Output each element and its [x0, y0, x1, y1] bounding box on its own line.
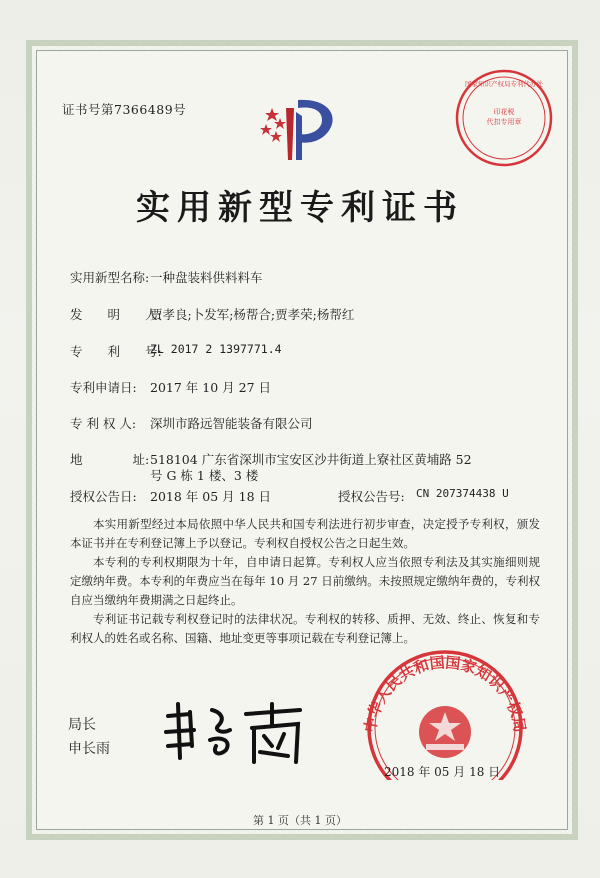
seal-text: 中华人民共和国国家知识产权局: [360, 653, 530, 734]
utility-name-label: 实用新型名称:: [70, 270, 150, 285]
certificate-number: 证书号第7366489号: [62, 102, 187, 117]
grant-date-value: 2018 年 05 月 18 日: [150, 489, 271, 504]
director-name: 申长雨: [68, 741, 110, 757]
address-line2: 号 G 栋 1 楼、3 楼: [150, 468, 259, 483]
svg-text:印花税: 印花税: [493, 108, 515, 116]
patent-number-value: ZL 2017 2 1397771.4: [150, 342, 282, 356]
patentee-label: 专 利 权 人:: [70, 416, 137, 431]
body-paragraph-3: 专利证书记载专利权登记时的法律状况。专利权的转移、质押、无效、终止、恢复和专利权人的姓名或名称、国籍、地址变更等事项记载在专利登记簿上。: [70, 612, 540, 645]
body-paragraph-2: 本专利的专利权期限为十年，自申请日起算。专利权人应当依照专利法及其实施细则规定缴纳年费。本专利的年费应当在每年 10 月 27 日前缴纳。未按照规定缴纳年费的，专利权自应当缴纳年费期满之日起终止。: [70, 555, 540, 607]
filing-date-value: 2017 年 10 月 27 日: [150, 380, 271, 395]
grant-date-label: 授权公告日:: [70, 489, 137, 504]
certificate-title: 实用新型专利证书: [136, 188, 464, 228]
body-paragraph-1: 本实用新型经过本局依照中华人民共和国专利法进行初步审查，决定授予专利权，颁发本证书并在专利登记簿上予以登记。专利权自授权公告之日起生效。: [70, 517, 540, 550]
grant-number-label: 授权公告号:: [338, 489, 405, 504]
tax-stamp-seal: [452, 66, 556, 170]
patent-office-emblem-icon: [258, 88, 348, 170]
utility-name-value: 一种盘装料供料料车: [150, 270, 263, 285]
inventor-label: 发 明 人:: [70, 307, 162, 322]
national-ipo-seal: [356, 640, 534, 780]
filing-date-label: 专利申请日:: [70, 380, 137, 395]
inventor-value: 贾孝良;卜发军;杨帮合;贾孝荣;杨帮红: [150, 307, 355, 322]
patentee-value: 深圳市路远智能装备有限公司: [150, 416, 313, 431]
grant-number-value: CN 207374438 U: [416, 487, 509, 500]
address-line1: 518104 广东省深圳市宝安区沙井街道上寮社区黄埔路 52: [150, 452, 472, 467]
director-signature: [160, 696, 310, 768]
patent-number-label: 专 利 号:: [70, 344, 162, 359]
address-label: 地 址:: [70, 452, 150, 467]
certificate-body: [70, 515, 540, 648]
svg-text:代扣专用章: 代扣专用章: [486, 118, 522, 126]
director-title: 局长: [68, 717, 96, 733]
seal-date: 2018 年 05 月 18 日: [384, 765, 501, 779]
page-indicator: 第 1 页（共 1 页）: [253, 814, 347, 827]
svg-text:国家知识产权局专利代办处: 国家知识产权局专利代办处: [465, 80, 543, 88]
